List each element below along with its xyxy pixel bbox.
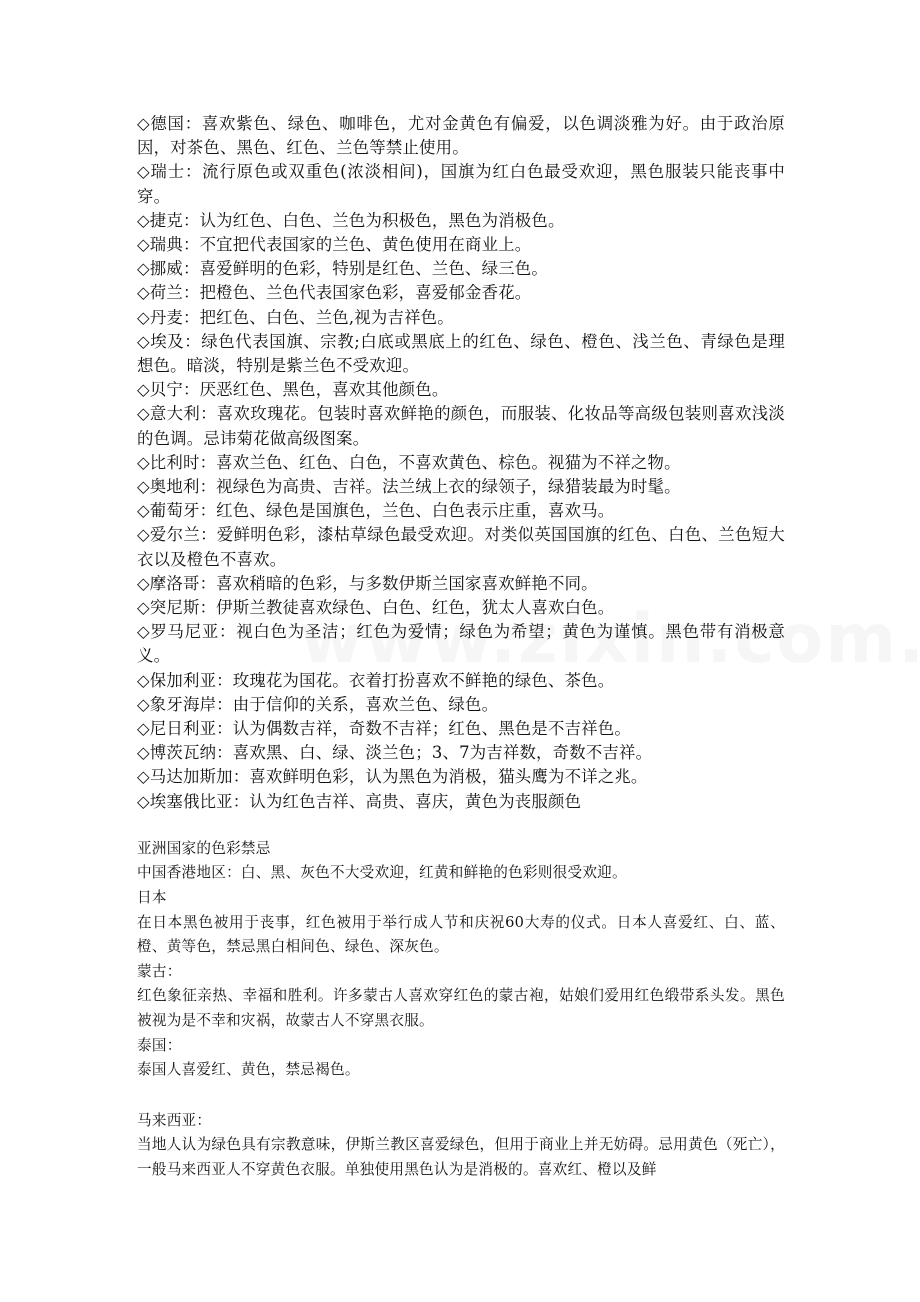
malaysia-text: 当地人认为绿色具有宗教意味，伊斯兰教区喜爱绿色，但用于商业上并无妨碍。忌用黄色（死亡），一般马来西亚人不穿黄色衣服。单独使用黑色认为是消极的。喜欢红、橙以及鲜 (137, 1136, 785, 1179)
list-item-switzerland: ◇瑞士：流行原色或双重色(浓淡相间)，国旗为红白色最受欢迎，黑色服装只能丧事中穿。 (137, 162, 785, 206)
list-item-italy: ◇意大利：喜欢玫瑰花。包装时喜欢鲜艳的颜色，而服装、化妆品等高级包装则喜欢浅淡的色调。忌讳菊花做高级图案。 (137, 404, 785, 448)
list-item-romania: ◇罗马尼亚：视白色为圣洁；红色为爱情；绿色为希望；黄色为谨慎。黑色带有消极意义。 (137, 622, 785, 666)
asia-section (137, 837, 785, 1183)
japan-text: 在日本黑色被用于丧事，红色被用于举行成人节和庆祝60大寿的仪式。日本人喜爱红、白、蓝、橙、黄等色，禁忌黑白相间色、绿色、深灰色。 (137, 913, 785, 956)
europe-country-list (137, 112, 785, 814)
list-item-nigeria: ◇尼日利亚：认为偶数吉祥，奇数不吉祥；红色、黑色是不吉祥色。 (137, 719, 631, 739)
list-item-egypt: ◇埃及：绿色代表国旗、宗教;白底或黑底上的红色、绿色、橙色、浅兰色、青绿色是理想色。暗淡，特别是紫兰色不受欢迎。 (137, 331, 785, 376)
list-item-ivory-coast: ◇象牙海岸：由于信仰的关系，喜欢兰色、绿色。 (137, 694, 499, 714)
list-item-norway: ◇挪威：喜爱鲜明的色彩，特别是红色、兰色、绿三色。 (137, 259, 548, 279)
list-item-czech: ◇捷克：认为红色、白色、兰色为积极色，黑色为消极色。 (137, 210, 565, 230)
list-item-bulgaria: ◇保加利亚：玫瑰花为国花。衣着打扮喜欢不鲜艳的绿色、茶色。 (137, 670, 615, 690)
thailand-text: 泰国人喜爱红、黄色，禁忌褐色。 (137, 1061, 360, 1079)
list-item-ethiopia: ◇埃塞俄比亚：认为红色吉祥、高贵、喜庆，黄色为丧服颜色 (137, 791, 582, 811)
section-title: 亚洲国家的色彩禁忌 (137, 839, 271, 857)
paragraph-gap (137, 1083, 785, 1109)
list-item-madagascar: ◇马达加斯加：喜欢鲜明色彩，认为黑色为消极，猫头鹰为不详之兆。 (137, 767, 648, 787)
list-item-portugal: ◇葡萄牙：红色、绿色是国旗色，兰色、白色表示庄重，喜欢马。 (137, 501, 615, 521)
mongolia-text: 红色象征亲热、幸福和胜利。许多蒙古人喜欢穿红色的蒙古袍，姑娘们爱用红色缎带系头发。黑色被视为是不幸和灾祸，故蒙古人不穿黑衣服。 (137, 987, 785, 1030)
list-item-belgium: ◇比利时：喜欢兰色、红色、白色，不喜欢黄色、棕色。视猫为不祥之物。 (137, 452, 681, 472)
japan-heading: 日本 (137, 889, 167, 907)
list-item-sweden: ◇瑞典：不宜把代表国家的兰色、黄色使用在商业上。 (137, 235, 532, 255)
list-item-netherlands: ◇荷兰：把橙色、兰色代表国家色彩，喜爱郁金香花。 (137, 283, 532, 303)
list-item-morocco: ◇摩洛哥：喜欢稍暗的色彩，与多数伊斯兰国家喜欢鲜艳不同。 (137, 573, 598, 593)
list-item-botswana: ◇博茨瓦纳：喜欢黑、白、绿、淡兰色；3、7为吉祥数，奇数不吉祥。 (137, 743, 653, 763)
list-item-denmark: ◇丹麦：把红色、白色、兰色,视为吉祥色。 (137, 307, 454, 327)
list-item-benin: ◇贝宁：厌恶红色、黑色，喜欢其他颜色。 (137, 380, 449, 400)
list-item-germany: ◇德国：喜欢紫色、绿色、咖啡色，尤对金黄色有偏爱，以色调淡雅为好。由于政治原因，对茶色、黑色、红色、兰色等禁止使用。 (137, 114, 785, 158)
thailand-heading: 泰国： (137, 1036, 182, 1054)
document-page (137, 112, 785, 1183)
mongolia-heading: 蒙古： (137, 962, 182, 980)
malaysia-heading: 马来西亚： (137, 1111, 212, 1129)
list-item-ireland: ◇爱尔兰：爱鲜明色彩，漆枯草绿色最受欢迎。对类似英国国旗的红色、白色、兰色短大衣以及橙色不喜欢。 (137, 525, 785, 569)
hongkong-text: 中国香港地区：白、黑、灰色不大受欢迎，红黄和鲜艳的色彩则很受欢迎。 (137, 864, 627, 882)
list-item-tunisia: ◇突尼斯：伊斯兰教徒喜欢绿色、白色、红色，犹太人喜欢白色。 (137, 598, 615, 618)
list-item-austria: ◇奥地利：视绿色为高贵、吉祥。法兰绒上衣的绿领子，绿猎装最为时髦。 (137, 477, 681, 497)
